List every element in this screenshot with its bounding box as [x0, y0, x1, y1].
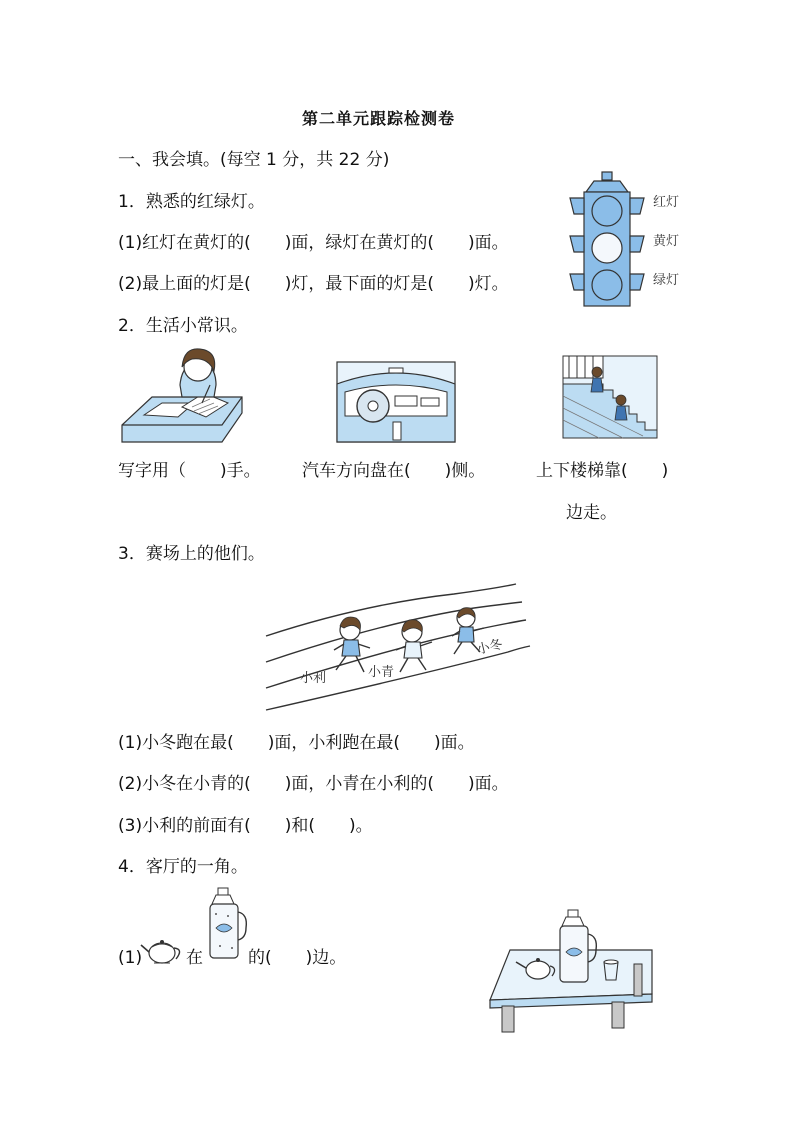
traffic-label-yellow: 黄灯: [653, 234, 680, 249]
green-light-icon: [592, 270, 622, 300]
question-3-line-1: (1)小冬跑在最( )面，小利跑在最( )面。: [118, 733, 475, 753]
girl-writing-illustration: [122, 345, 247, 445]
runner-label-xiaoli: 小利: [300, 671, 327, 686]
traffic-label-green: 绿灯: [653, 273, 680, 288]
thermos-icon: [206, 888, 248, 960]
living-room-table-illustration: [488, 908, 656, 1034]
traffic-label-red: 红灯: [653, 195, 680, 210]
stairs-illustration: [563, 356, 657, 438]
question-3-line-3: (3)小利的前面有( )和( )。: [118, 816, 373, 836]
red-light-icon: [592, 196, 622, 226]
question-2-b: 汽车方向盘在( )侧。: [302, 461, 486, 481]
race-track-illustration: [264, 578, 534, 716]
question-3-line-2: (2)小冬在小青的( )面，小青在小利的( )面。: [118, 774, 509, 794]
runner-label-xiaodong: 小冬: [475, 637, 505, 658]
question-4-suffix: 的( )边。: [248, 948, 347, 968]
question-1-line-2: (2)最上面的灯是( )灯，最下面的灯是( )灯。: [118, 274, 509, 294]
traffic-light-illustration: [560, 172, 690, 314]
question-4-prefix: (1): [118, 948, 143, 968]
question-2-a: 写字用（ )手。: [118, 461, 261, 481]
question-2-heading: 2．生活小常识。: [118, 316, 248, 336]
teapot-icon: [140, 935, 186, 967]
question-4-heading: 4．客厅的一角。: [118, 857, 248, 877]
runner-label-xiaoqing: 小青: [368, 665, 395, 680]
yellow-light-icon: [592, 233, 622, 263]
question-4-mid: 在: [186, 948, 203, 968]
question-1-heading: 1．熟悉的红绿灯。: [118, 192, 265, 212]
question-1-line-1: (1)红灯在黄灯的( )面，绿灯在黄灯的( )面。: [118, 233, 509, 253]
car-dashboard-illustration: [337, 362, 455, 444]
page-title: 第二单元跟踪检测卷: [302, 109, 456, 128]
question-2-c-continued: 边走。: [566, 503, 617, 523]
section-heading: 一、我会填。(每空 1 分，共 22 分): [118, 150, 390, 170]
question-2-c: 上下楼梯靠( ): [536, 461, 669, 481]
question-3-heading: 3．赛场上的他们。: [118, 544, 265, 564]
